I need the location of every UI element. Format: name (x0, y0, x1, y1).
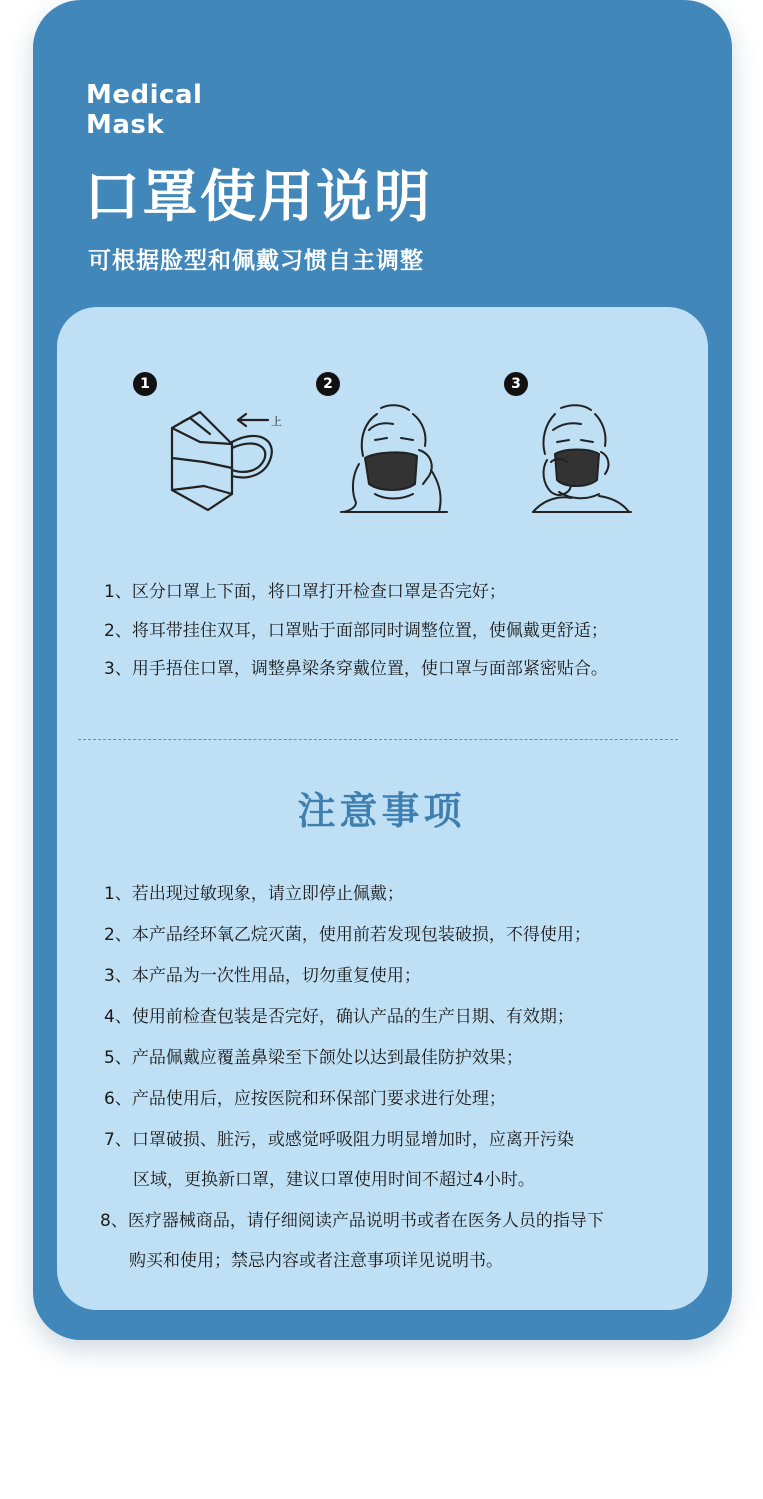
section-divider (78, 739, 678, 740)
notice-item: 5、产品佩戴应覆盖鼻梁至下颌处以达到最佳防护效果； (104, 1048, 523, 1068)
step-2-badge: 2 (316, 372, 340, 396)
notice-item: 2、本产品经环氧乙烷灭菌，使用前若发现包装破损，不得使用； (104, 925, 591, 945)
notice-item-continued: 区域，更换新口罩，建议口罩使用时间不超过4小时。 (133, 1170, 535, 1190)
step-3-badge: 3 (504, 372, 528, 396)
notice-item: 4、使用前检查包装是否完好，确认产品的生产日期、有效期； (104, 1007, 574, 1027)
instruction-line: 1、区分口罩上下面，将口罩打开检查口罩是否完好； (104, 582, 506, 602)
page-subtitle: 可根据脸型和佩戴习惯自主调整 (88, 248, 424, 274)
notice-item: 3、本产品为一次性用品，切勿重复使用； (104, 966, 421, 986)
notice-item: 7、口罩破损、脏污，或感觉呼吸阻力明显增加时，应离开污染 (104, 1130, 574, 1150)
notice-item-continued: 购买和使用；禁忌内容或者注意事项详见说明书。 (129, 1251, 503, 1271)
mask-fold-illustration (160, 398, 290, 516)
english-title-line-2: Mask (86, 110, 165, 140)
page-title: 口罩使用说明 (84, 165, 432, 230)
arrow-up-label: 上 (271, 415, 282, 428)
adjust-nose-illustration (525, 400, 637, 516)
notice-title: 注意事项 (297, 789, 466, 833)
english-title-line-1: Medical (86, 80, 203, 110)
step-1-badge: 1 (133, 372, 157, 396)
wear-mask-illustration (335, 400, 455, 516)
notice-item: 1、若出现过敏现象，请立即停止佩戴； (104, 884, 404, 904)
instruction-line: 3、用手捂住口罩，调整鼻梁条穿戴位置，使口罩与面部紧密贴合。 (104, 659, 608, 679)
notice-item: 6、产品使用后，应按医院和环保部门要求进行处理； (104, 1089, 506, 1109)
notice-item: 8、医疗器械商品，请仔细阅读产品说明书或者在医务人员的指导下 (100, 1211, 604, 1231)
instruction-line: 2、将耳带挂住双耳，口罩贴于面部同时调整位置，使佩戴更舒适； (104, 621, 608, 641)
english-title (86, 80, 202, 140)
